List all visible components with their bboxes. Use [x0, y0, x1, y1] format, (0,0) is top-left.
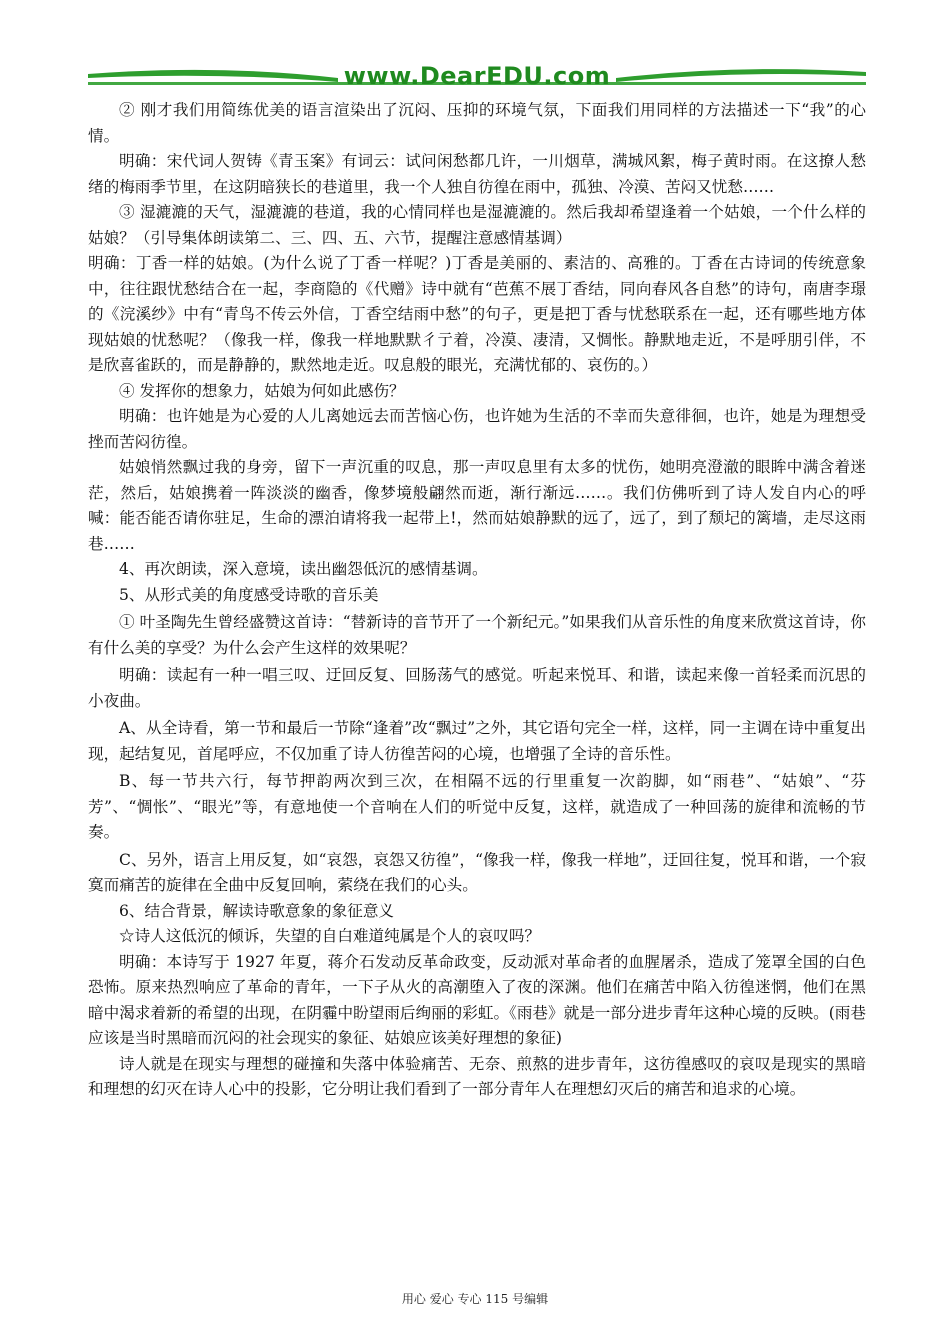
paragraph: 明确：本诗写于 1927 年夏，蒋介石发动反革命政变，反动派对革命者的血腥屠杀，造成了笼罩全国的白色恐怖。原来热烈响应了革命的青年，一下子从火的高潮堕入了夜的深渊。他们在痛苦中陷入彷徨迷惘，他们在黑暗中渴求着新的希望的出现，在阴霾中盼望雨后绚丽的彩虹。《雨巷》就是一部分进步青年这种心境的反映。(雨巷应该是当时黑暗而沉闷的社会现实的象征、姑娘应该美好理想的象征) [88, 952, 866, 1047]
paragraph: 诗人就是在现实与理想的碰撞和失落中体验痛苦、无奈、煎熬的进步青年，这彷徨感叹的哀叹是现实的黑暗和理想的幻灭在诗人心中的投影，它分明让我们看到了一部分青年人在理想幻灭后的痛苦和追求的心境。 [88, 1054, 866, 1098]
paragraph: C、另外，语言上用反复，如“哀怨，哀怨又彷徨”，“像我一样，像我一样地”，迂回往复，悦耳和谐，一个寂寞而痛苦的旋律在全曲中反复回响，萦绕在我们的心头。 [88, 850, 866, 894]
paragraph: ☆诗人这低沉的倾诉，失望的自白难道纯属是个人的哀叹吗？ [119, 927, 541, 945]
paragraph: ② 刚才我们用简练优美的语言渲染出了沉闷、压抑的环境气氛，下面我们用同样的方法描述一下“我”的心情。 [88, 101, 866, 145]
paragraph: 6、结合背景，解读诗歌意象的象征意义 [119, 901, 395, 920]
paragraph: 5、从形式美的角度感受诗歌的音乐美 [119, 585, 379, 604]
paragraph: B、每一节共六行，每节押韵两次到三次，在相隔不远的行里重复一次韵脚，如“雨巷”、“姑娘”、“芬芳”、“惆怅”、“眼光”等，有意地使一个音响在人们的听觉中反复，这样，就造成了一种回荡的旋律和流畅的节奏。 [88, 772, 866, 841]
paragraph: 明确：宋代词人贺铸《青玉案》有词云：试问闲愁都几许，一川烟草，满城风絮，梅子黄时雨。在这撩人愁绪的梅雨季节里，在这阴暗狭长的巷道里，我一个人独自彷徨在雨中，孤独、冷漠、苦闷又忧愁…… [88, 152, 866, 196]
paragraph: ① 叶圣陶先生曾经盛赞这首诗：“替新诗的音节开了一个新纪元。”如果我们从音乐性的角度来欣赏这首诗，你有什么美的享受？为什么会产生这样的效果呢？ [88, 613, 866, 657]
document-body [88, 98, 866, 1103]
site-logo-text: www.DearEDU.com [343, 62, 611, 90]
paragraph: 姑娘悄然飘过我的身旁，留下一声沉重的叹息，那一声叹息里有太多的忧伤，她明亮澄澈的眼眸中满含着迷茫，然后，姑娘携着一阵淡淡的幽香，像梦境般翩然而逝，渐行渐远……。我们仿佛听到了诗人发自内心的呼喊：能否能否请你驻足，生命的漂泊请将我一起带上!，然而姑娘静默的远了，远了，到了颓圮的篱墙，走尽这雨巷…… [88, 458, 866, 553]
paragraph: 4、再次朗读，深入意境，读出幽怨低沉的感情基调。 [119, 560, 488, 578]
paragraph: ④ 发挥你的想象力，姑娘为何如此感伤？ [119, 381, 405, 400]
paragraph: 明确：也许她是为心爱的人儿离她远去而苦恼心伤，也许她为生活的不幸而失意徘徊，也许，她是为理想受挫而苦闷彷徨。 [88, 407, 866, 451]
paragraph: A、从全诗看，第一节和最后一节除“逢着”改“飘过”之外，其它语句完全一样，这样，同一主调在诗中重复出现，起结复见，首尾呼应，不仅加重了诗人彷徨苦闷的心境，也增强了全诗的音乐性。 [88, 719, 866, 763]
paragraph: 明确：丁香一样的姑娘。(为什么说了丁香一样呢？)丁香是美丽的、素洁的、高雅的。丁香在古诗词的传统意象中，往往跟忧愁结合在一起，李商隐的《代赠》诗中就有“芭蕉不展丁香结，同向春风各自愁”的诗句，南唐李璟的《浣溪纱》中有“青鸟不传云外信，丁香空结雨中愁”的句子，更是把丁香与忧愁联系在一起，还有哪些地方体现姑娘的忧愁呢？（像我一样，像我一样地默默彳亍着，冷漠、凄清，又惆怅。静默地走近，不是呼朋引伴，不是欣喜雀跃的，而是静静的，默然地走近。叹息般的眼光，充满忧郁的、哀伤的。） [88, 254, 866, 374]
paragraph: ③ 湿漉漉的天气，湿漉漉的巷道，我的心情同样也是湿漉漉的。然后我却希望逢着一个姑娘，一个什么样的姑娘？（引导集体朗读第二、三、四、五、六节，提醒注意感情基调） [88, 203, 866, 247]
site-header [88, 60, 866, 94]
page-footer: 用心 爱心 专心 115 号编辑 [401, 1292, 549, 1306]
paragraph: 明确：读起有一种一唱三叹、迂回反复、回肠荡气的感觉。听起来悦耳、和谐，读起来像一首轻柔而沉思的小夜曲。 [88, 666, 866, 710]
